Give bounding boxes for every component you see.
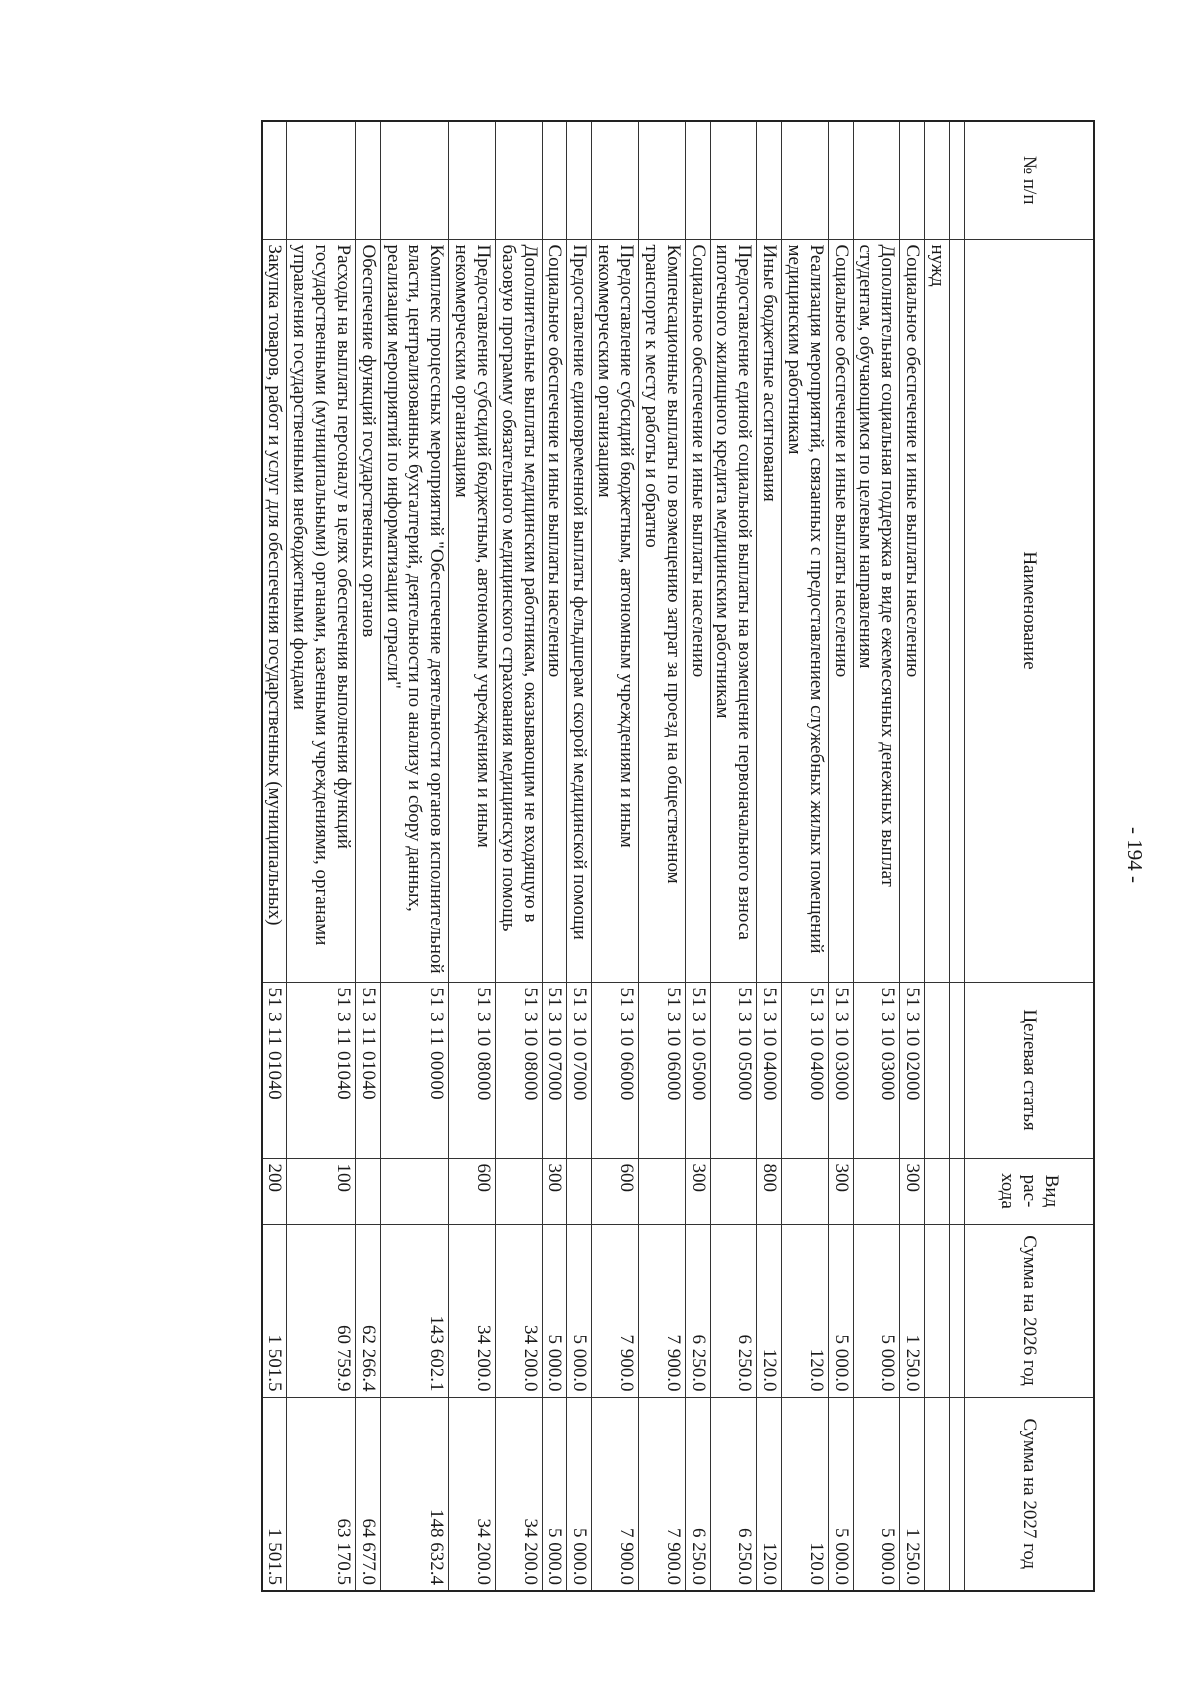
row-sum-2027: 120.0 (757, 1397, 782, 1591)
row-sum-2026: 1 250.0 (900, 1224, 925, 1397)
row-sum-2027: 1 250.0 (900, 1397, 925, 1591)
row-num (828, 121, 853, 239)
row-sum-2026: 6 250.0 (710, 1224, 757, 1397)
row-sum-2027: 64 677.0 (355, 1397, 380, 1591)
row-target-article: 51 3 10 03000 (828, 982, 853, 1158)
table-row (262, 121, 287, 1591)
table-row (542, 121, 567, 1591)
row-name: Иные бюджетные ассигнования (757, 239, 782, 982)
row-sum-2027: 5 000.0 (853, 1397, 900, 1591)
row-name: Предоставление субсидий бюджетным, автономным учреждениям и иным некоммерческим организациям (449, 239, 496, 982)
row-name: Социальное обеспечение и иные выплаты населению (542, 239, 567, 982)
row-expense-type: 300 (828, 1158, 853, 1224)
row-num (380, 121, 449, 239)
row-sum-2026: 7 900.0 (639, 1224, 686, 1397)
row-expense-type: 300 (900, 1158, 925, 1224)
budget-table (261, 120, 1095, 1592)
header-sum-2026: Сумма на 2026 год (965, 1224, 1095, 1397)
row-target-article: 51 3 10 08000 (495, 982, 542, 1158)
row-name: Закупка товаров, работ и услуг для обеспечения государственных (муниципальных) (262, 239, 287, 982)
row-sum-2026: 5 000.0 (828, 1224, 853, 1397)
row-expense-type (495, 1158, 542, 1224)
row-target-article: 51 3 11 01040 (262, 982, 287, 1158)
header-code: Целевая статья (965, 982, 1095, 1158)
row-name: нужд (925, 239, 950, 982)
row-sum-2027: 7 900.0 (639, 1397, 686, 1591)
row-expense-type: 300 (542, 1158, 567, 1224)
row-name: Предоставление единой социальной выплаты на возмещение первоначального взноса ипотечного жилищного кредита медицинским работникам (710, 239, 757, 982)
row-name: Дополнительные выплаты медицинским работникам, оказывающим не входящую в базовую программу обязательного медицинского страхования медицинскую помощь (495, 239, 542, 982)
row-expense-type (639, 1158, 686, 1224)
row-sum-2027: 6 250.0 (710, 1397, 757, 1591)
row-target-article: 51 3 10 05000 (710, 982, 757, 1158)
row-expense-type: 200 (262, 1158, 287, 1224)
row-sum-2027: 1 501.5 (262, 1397, 287, 1591)
row-sum-2027: 120.0 (782, 1397, 829, 1591)
row-name: Социальное обеспечение и иные выплаты населению (685, 239, 710, 982)
row-name: Предоставление субсидий бюджетным, автономным учреждениям и иным некоммерческим организациям (592, 239, 639, 982)
row-num (449, 121, 496, 239)
row-num (355, 121, 380, 239)
table-row (925, 121, 950, 1591)
row-target-article: 51 3 10 02000 (900, 982, 925, 1158)
document-page (110, 120, 1147, 1590)
row-num (287, 121, 356, 239)
row-sum-2027: 148 632.4 (380, 1397, 449, 1591)
table-row (495, 121, 542, 1591)
row-expense-type (567, 1158, 592, 1224)
row-num (900, 121, 925, 239)
row-sum-2026: 120.0 (757, 1224, 782, 1397)
row-sum-2026: 1 501.5 (262, 1224, 287, 1397)
row-sum-2027: 5 000.0 (828, 1397, 853, 1591)
row-expense-type: 600 (592, 1158, 639, 1224)
row-expense-type (355, 1158, 380, 1224)
table-row (355, 121, 380, 1591)
row-expense-type: 100 (287, 1158, 356, 1224)
row-name: Социальное обеспечение и иные выплаты населению (828, 239, 853, 982)
row-sum-2026: 34 200.0 (449, 1224, 496, 1397)
table-header-row (965, 121, 1095, 1591)
row-sum-2026 (950, 1224, 965, 1397)
row-name: Социальное обеспечение и иные выплаты населению (900, 239, 925, 982)
row-expense-type (925, 1158, 950, 1224)
row-target-article: 51 3 11 01040 (355, 982, 380, 1158)
row-num (710, 121, 757, 239)
table-row (685, 121, 710, 1591)
row-sum-2026: 62 266.4 (355, 1224, 380, 1397)
header-sum-2027: Сумма на 2027 год (965, 1397, 1095, 1591)
row-target-article: 51 3 11 01040 (287, 982, 356, 1158)
row-name: Расходы на выплаты персоналу в целях обеспечения выполнения функций государственными (муниципальными) органами, казенными учреждениями, органами управления государственными внебюджетными фондами (287, 239, 356, 982)
row-sum-2027 (925, 1397, 950, 1591)
row-sum-2027: 34 200.0 (495, 1397, 542, 1591)
table-body (262, 121, 965, 1591)
row-sum-2027: 5 000.0 (567, 1397, 592, 1591)
row-name: Компенсационные выплаты по возмещению затрат за проезд на общественном транспорте к месту работы и обратно (639, 239, 686, 982)
row-num (495, 121, 542, 239)
row-sum-2026: 60 759.9 (287, 1224, 356, 1397)
row-target-article (950, 982, 965, 1158)
table-row (592, 121, 639, 1591)
table-row (950, 121, 965, 1591)
row-num (757, 121, 782, 239)
row-sum-2026: 7 900.0 (592, 1224, 639, 1397)
row-name: Обеспечение функций государственных органов (355, 239, 380, 982)
header-num: № п/п (965, 121, 1095, 239)
row-sum-2027: 63 170.5 (287, 1397, 356, 1591)
page-number: - 194 - (1123, 827, 1147, 883)
row-target-article: 51 3 10 06000 (639, 982, 686, 1158)
row-expense-type: 600 (449, 1158, 496, 1224)
row-target-article: 51 3 10 08000 (449, 982, 496, 1158)
table-row (782, 121, 829, 1591)
row-target-article: 51 3 10 04000 (782, 982, 829, 1158)
row-target-article (925, 982, 950, 1158)
row-sum-2026: 5 000.0 (542, 1224, 567, 1397)
row-target-article: 51 3 10 03000 (853, 982, 900, 1158)
row-num (592, 121, 639, 239)
row-num (853, 121, 900, 239)
table-row (567, 121, 592, 1591)
row-name: Предоставление единовременной выплаты фельдшерам скорой медицинской помощи (567, 239, 592, 982)
row-sum-2026: 143 602.1 (380, 1224, 449, 1397)
row-num (262, 121, 287, 239)
row-sum-2026: 5 000.0 (853, 1224, 900, 1397)
row-num (782, 121, 829, 239)
row-num (639, 121, 686, 239)
header-vid: Вид рас-хода (965, 1158, 1095, 1224)
row-sum-2026: 6 250.0 (685, 1224, 710, 1397)
row-sum-2026 (925, 1224, 950, 1397)
row-sum-2027 (950, 1397, 965, 1591)
row-expense-type (380, 1158, 449, 1224)
table-row (449, 121, 496, 1591)
row-target-article: 51 3 10 04000 (757, 982, 782, 1158)
row-expense-type (950, 1158, 965, 1224)
table-row (639, 121, 686, 1591)
row-num (950, 121, 965, 239)
row-target-article: 51 3 11 00000 (380, 982, 449, 1158)
table-row (710, 121, 757, 1591)
table-row (828, 121, 853, 1591)
row-target-article: 51 3 10 06000 (592, 982, 639, 1158)
row-num (685, 121, 710, 239)
table-row (853, 121, 900, 1591)
row-num (567, 121, 592, 239)
row-name: Комплекс процессных мероприятий "Обеспечение деятельности органов исполнительной власти, централизованных бухгалтерий, деятельности по анализу и сбору данных, реализация мероприятий по информатизации отрасли" (380, 239, 449, 982)
table-row (900, 121, 925, 1591)
table-row (287, 121, 356, 1591)
row-sum-2026: 34 200.0 (495, 1224, 542, 1397)
row-num (925, 121, 950, 239)
row-num (542, 121, 567, 239)
row-name (950, 239, 965, 982)
table-row (380, 121, 449, 1591)
row-expense-type (853, 1158, 900, 1224)
row-name: Реализация мероприятий, связанных с предоставлением служебных жилых помещений медицинским работникам (782, 239, 829, 982)
row-sum-2026: 5 000.0 (567, 1224, 592, 1397)
row-name: Дополнительная социальная поддержка в виде ежемесячных денежных выплат студентам, обучающимся по целевым направлениям (853, 239, 900, 982)
row-expense-type (782, 1158, 829, 1224)
row-sum-2027: 7 900.0 (592, 1397, 639, 1591)
row-target-article: 51 3 10 05000 (685, 982, 710, 1158)
row-expense-type: 300 (685, 1158, 710, 1224)
row-expense-type: 800 (757, 1158, 782, 1224)
row-target-article: 51 3 10 07000 (542, 982, 567, 1158)
row-sum-2027: 34 200.0 (449, 1397, 496, 1591)
row-expense-type (710, 1158, 757, 1224)
row-sum-2027: 6 250.0 (685, 1397, 710, 1591)
table-row (757, 121, 782, 1591)
header-name: Наименование (965, 239, 1095, 982)
row-target-article: 51 3 10 07000 (567, 982, 592, 1158)
row-sum-2026: 120.0 (782, 1224, 829, 1397)
row-sum-2027: 5 000.0 (542, 1397, 567, 1591)
